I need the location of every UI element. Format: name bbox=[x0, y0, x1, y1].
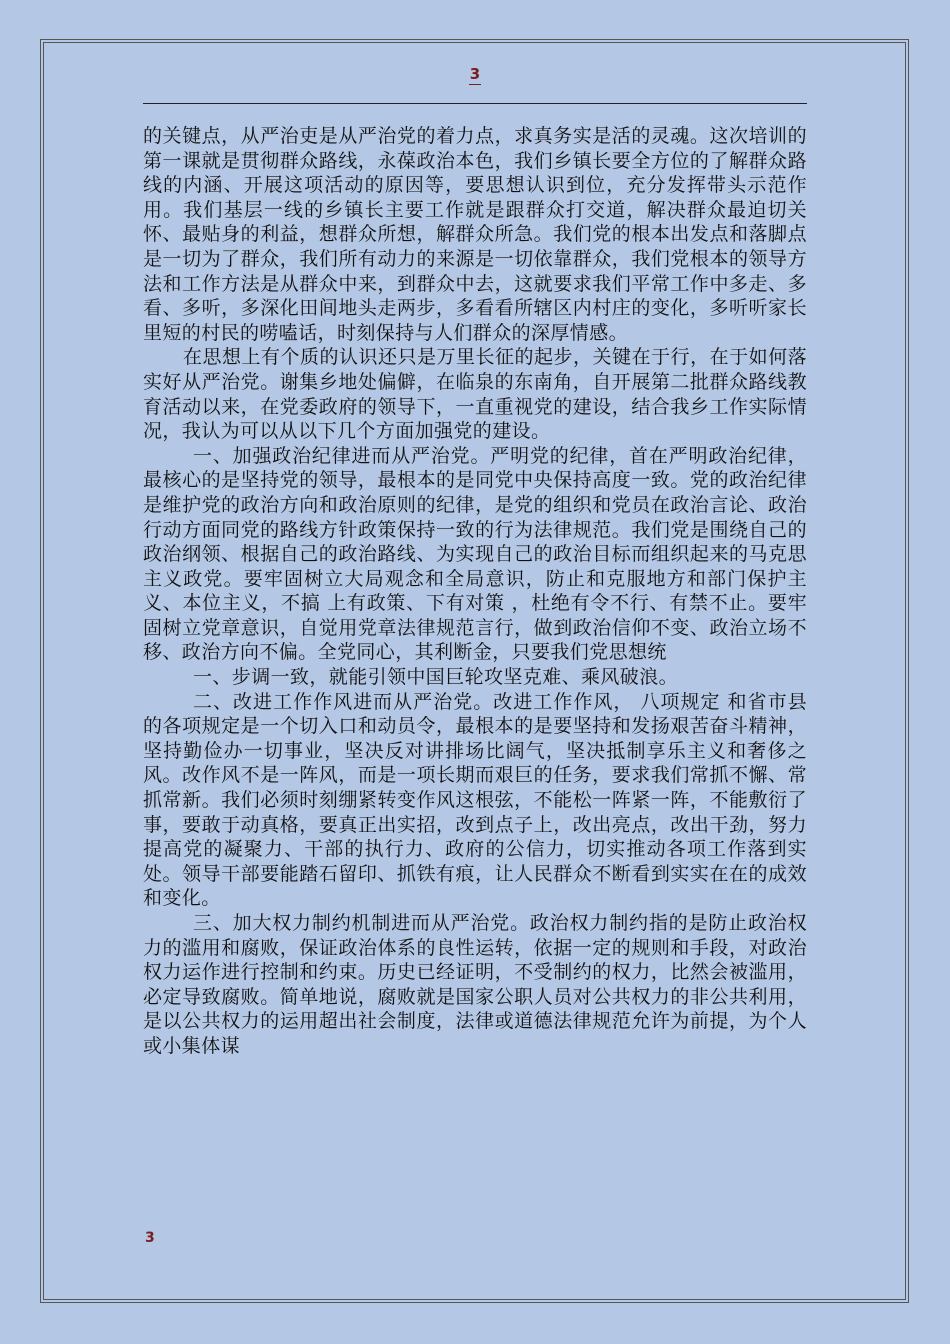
paragraph: 的关键点，从严治吏是从严治党的着力点，求真务实是活的灵魂。这次培训的第一课就是贯彻群众路线，永葆政治本色，我们乡镇长要全方位的了解群众路线的内涵、开展这项活动的原因等，要思想认识到位，充分发挥带头示范作用。我们基层一线的乡镇长主要工作就是跟群众打交道，解决群众最迫切关怀、最贴身的利益，想群众所想，解群众所急。我们党的根本出发点和落脚点是一切为了群众，我们所有动力的来源是一切依靠群众，我们党根本的领导方法和工作方法是从群众中来，到群众中去，这就要求我们平常工作中多走、多看、多听，多深化田间地头走两步，多看看所辖区内村庄的变化，多听听家长里短的村民的唠嗑话，时刻保持与人们群众的深厚情感。 bbox=[143, 125, 807, 344]
paragraph: 二、改进工作作风进而从严治党。改进工作作风， 八项规定 和省市县的各项规定是一个切入口和动员令，最根本的是要坚持和发扬艰苦奋斗精神，坚持勤俭办一切事业，坚决反对讲排场比阔气，坚决抵制享乐主义和奢侈之风。改作风不是一阵风，而是一项长期而艰巨的任务，要求我们常抓不懈、常抓常新。我们必须时刻绷紧转变作风这根弦，不能松一阵紧一阵，不能敷衍了事，要敢于动真格，要真正出实招，改到点子上，改出亮点，改出干劲，努力提高党的凝聚力、干部的执行力、政府的公信力，切实推动各项工作落到实处。领导干部要能踏石留印、抓铁有痕，让人民群众不断看到实实在在的成效和变化。 bbox=[143, 690, 807, 910]
paragraph: 三、加大权力制约机制进而从严治党。政治权力制约指的是防止政治权力的滥用和腐败，保证政治体系的良性运转，依据一定的规则和手段，对政治权力运作进行控制和约束。历史已经证明，不受制约的权力，比然会被滥用，必定导致腐败。简单地说，腐败就是国家公职人员对公共权力的非公共利用，是以公共权力的运用超出社会制度，法律或道德法律规范允许为前提，为个人或小集体谋 bbox=[143, 912, 807, 1057]
header-rule bbox=[143, 103, 807, 104]
document-body bbox=[143, 124, 807, 1059]
header-page-number: 3 bbox=[469, 65, 481, 83]
page-header bbox=[0, 64, 950, 85]
paragraph: 一、步调一致，就能引领中国巨轮攻坚克难、乘风破浪。 bbox=[193, 666, 679, 689]
footer-page-number: 3 bbox=[145, 1230, 155, 1246]
paragraph: 在思想上有个质的认识还只是万里长征的起步，关键在于行，在于如何落实好从严治党。谢集乡地处偏僻，在临泉的东南角，自开展第二批群众路线教育活动以来，在党委政府的领导下，一直重视党的建设，结合我乡工作实际情况，我认为可以从以下几个方面加强党的建设。 bbox=[143, 346, 807, 443]
paragraph: 一、加强政治纪律进而从严治党。严明党的纪律，首在严明政治纪律，最核心的是坚持党的领导，最根本的是同党中央保持高度一致。党的政治纪律是维护党的政治方向和政治原则的纪律，是党的组织和党员在政治言论、政治行动方面同党的路线方针政策保持一致的行为法律规范。我们党是围绕自己的政治纲领、根据自己的政治路线、为实现自己的政治目标而组织起来的马克思主义政党。要牢固树立大局观念和全局意识，防止和克服地方和部门保护主义、本位主义，不搞 上有政策、下有对策 ，杜绝有令不行、有禁不止。要牢固树立党章意识，自觉用党章法律规范言行，做到政治信仰不变、政治立场不移、政治方向不偏。全党同心，其利断金，只要我们党思想统 bbox=[143, 444, 807, 664]
